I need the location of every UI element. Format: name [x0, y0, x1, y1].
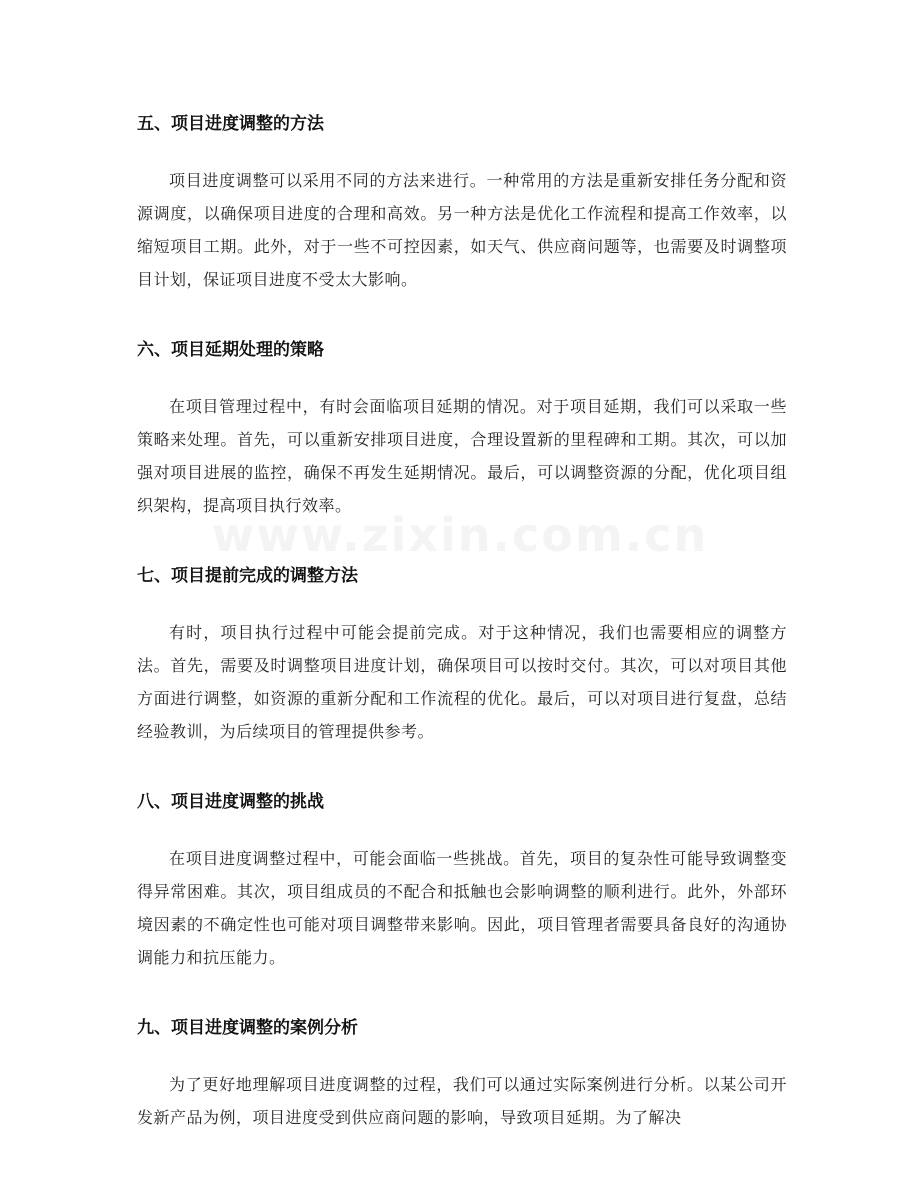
section-heading: 七、项目提前完成的调整方法: [137, 566, 358, 586]
section-paragraph: 为了更好地理解项目进度调整的过程，我们可以通过实际案例进行分析。以某公司开发新产品为例，项目进度受到供应商问题的影响，导致项目延期。为了解决: [137, 1075, 787, 1127]
section-heading: 八、项目进度调整的挑战: [137, 792, 324, 812]
section-9: [137, 1010, 787, 1134]
section-heading: 六、项目延期处理的策略: [137, 340, 324, 360]
section-paragraph: 有时，项目执行过程中可能会提前完成。对于这种情况，我们也需要相应的调整方法。首先，需要及时调整项目进度计划，确保项目可以按时交付。其次，可以对项目其他方面进行调整，如资源的重新分配和工作流程的优化。最后，可以对项目进行复盘，总结经验教训，为后续项目的管理提供参考。: [137, 623, 787, 741]
watermark: www.zixin.com.cn: [211, 508, 709, 562]
section-8: [137, 784, 787, 974]
section-5: [137, 106, 787, 296]
section-heading: 九、项目进度调整的案例分析: [137, 1018, 358, 1038]
section-paragraph: 项目进度调整可以采用不同的方法来进行。一种常用的方法是重新安排任务分配和资源调度，以确保项目进度的合理和高效。另一种方法是优化工作流程和提高工作效率，以缩短项目工期。此外，对于一些不可控因素，如天气、供应商问题等，也需要及时调整项目计划，保证项目进度不受太大影响。: [137, 171, 787, 289]
section-7: [137, 558, 787, 748]
document-content: [137, 106, 787, 1170]
section-paragraph: 在项目进度调整过程中，可能会面临一些挑战。首先，项目的复杂性可能导致调整变得异常困难。其次，项目组成员的不配合和抵触也会影响调整的顺利进行。此外，外部环境因素的不确定性也可能对项目调整带来影响。因此，项目管理者需要具备良好的沟通协调能力和抗压能力。: [137, 849, 787, 967]
section-heading: 五、项目进度调整的方法: [137, 114, 324, 134]
section-paragraph: 在项目管理过程中，有时会面临项目延期的情况。对于项目延期，我们可以采取一些策略来处理。首先，可以重新安排项目进度，合理设置新的里程碑和工期。其次，可以加强对项目进展的监控，确保不再发生延期情况。最后，可以调整资源的分配，优化项目组织架构，提高项目执行效率。: [137, 397, 787, 515]
section-6: [137, 332, 787, 522]
